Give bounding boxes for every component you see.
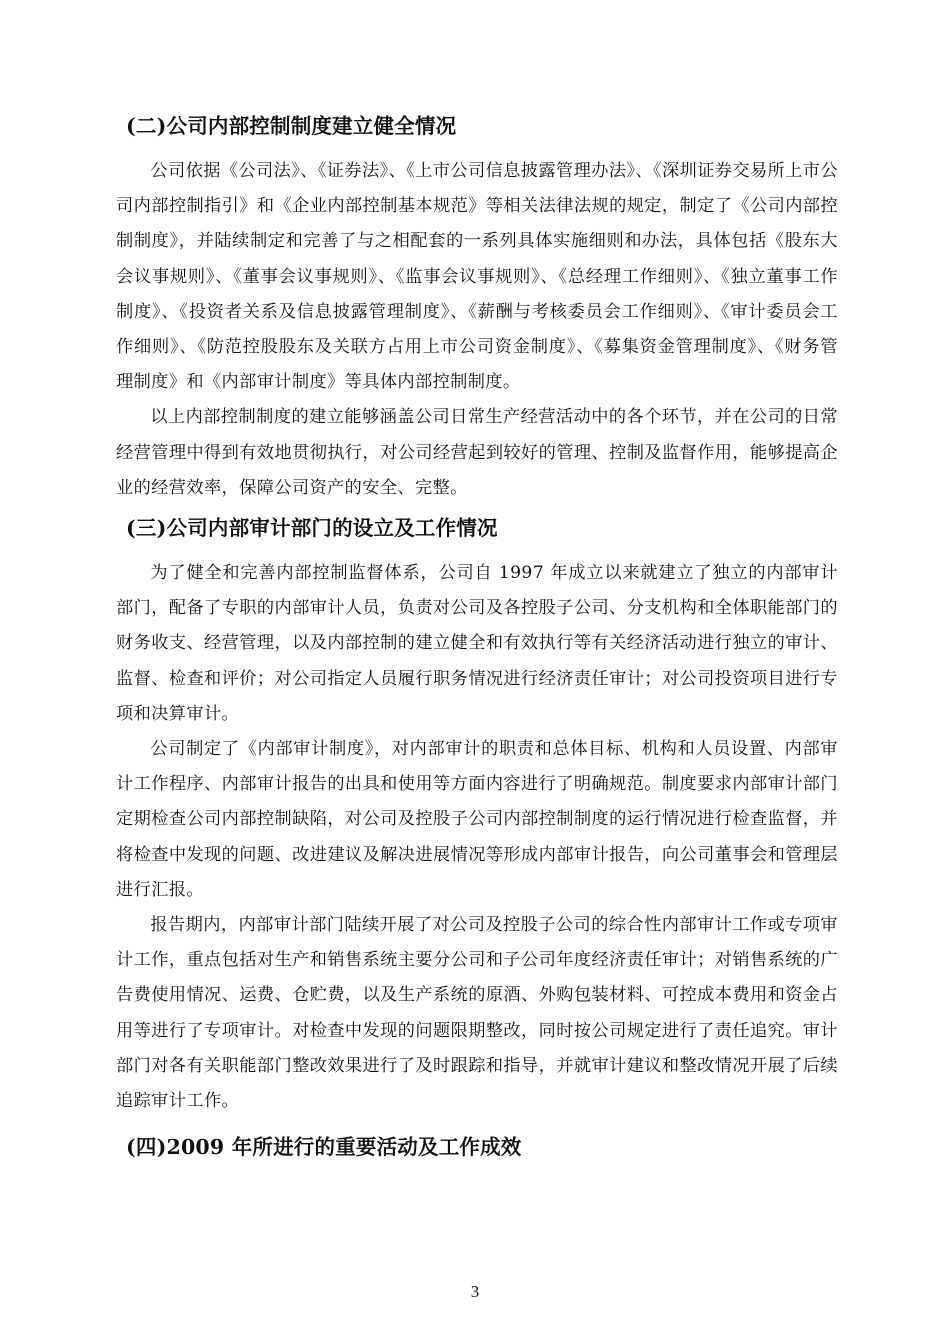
document-body <box>116 104 838 1169</box>
section-heading-internal-audit-department: (三)公司内部审计部门的设立及工作情况 <box>126 516 498 541</box>
paragraph-audit-department-setup: 为了健全和完善内部控制监督体系，公司自 1997 年成立以来就建立了独立的内部审计部门，配备了专职的内部审计人员，负责对公司及各控股子公司、分支机构和全体职能部门的财务收支、经营管理，以及内部控制的建立健全和有效执行等有关经济活动进行独立的审计、监督、检查和评价；对公司指定人员履行职务情况进行经济责任审计；对公司投资项目进行专项和决算审计。 <box>116 563 838 724</box>
section-heading-internal-control-system: (二)公司内部控制制度建立健全情况 <box>126 114 457 138</box>
section-heading-2009-activities: (四)2009 年所进行的重要活动及工作成效 <box>126 1135 522 1160</box>
paragraph-control-regulations: 公司依据《公司法》、《证券法》、《上市公司信息披露管理办法》、《深圳证券交易所上市公司内部控制指引》和《企业内部控制基本规范》等相关法律法规的规定，制定了《公司内部控制制度》，并陆续制定和完善了与之相配套的一系列具体实施细则和办法，具体包括《股东大会议事规则》、《董事会议事规则》、《监事会议事规则》、《总经理工作细则》、《独立董事工作制度》、《投资者关系及信息披露管理制度》、《薪酬与考核委员会工作细则》、《审计委员会工作细则》、《防范控股股东及关联方占用上市公司资金制度》、《募集资金管理制度》、《财务管理制度》和《内部审计制度》等具体内部控制制度。 <box>116 161 838 393</box>
paragraph-audit-regulations: 公司制定了《内部审计制度》，对内部审计的职责和总体目标、机构和人员设置、内部审计工作程序、内部审计报告的出具和使用等方面内容进行了明确规范。制度要求内部审计部门定期检查公司内部控制缺陷，对公司及控股子公司内部控制制度的运行情况进行检查监督，并将检查中发现的问题、改进建议及解决进展情况等形成内部审计报告，向公司董事会和管理层进行汇报。 <box>116 739 838 900</box>
paragraph-audit-activities: 报告期内，内部审计部门陆续开展了对公司及控股子公司的综合性内部审计工作或专项审计工作，重点包括对生产和销售系统主要分公司和子公司年度经济责任审计；对销售系统的广告费使用情况、运费、仓贮费，以及生产系统的原酒、外购包装材料、可控成本费用和资金占用等进行了专项审计。对检查中发现的问题限期整改，同时按公司规定进行了责任追究。审计部门对各有关职能部门整改效果进行了及时跟踪和指导，并就审计建议和整改情况开展了后续追踪审计工作。 <box>116 915 838 1112</box>
page-number: 3 <box>470 1282 480 1301</box>
paragraph-control-coverage: 以上内部控制制度的建立能够涵盖公司日常生产经营活动中的各个环节，并在公司的日常经营管理中得到有效地贯彻执行，对公司经营起到较好的管理、控制及监督作用，能够提高企业的经营效率，保障公司资产的安全、完整。 <box>116 407 838 498</box>
